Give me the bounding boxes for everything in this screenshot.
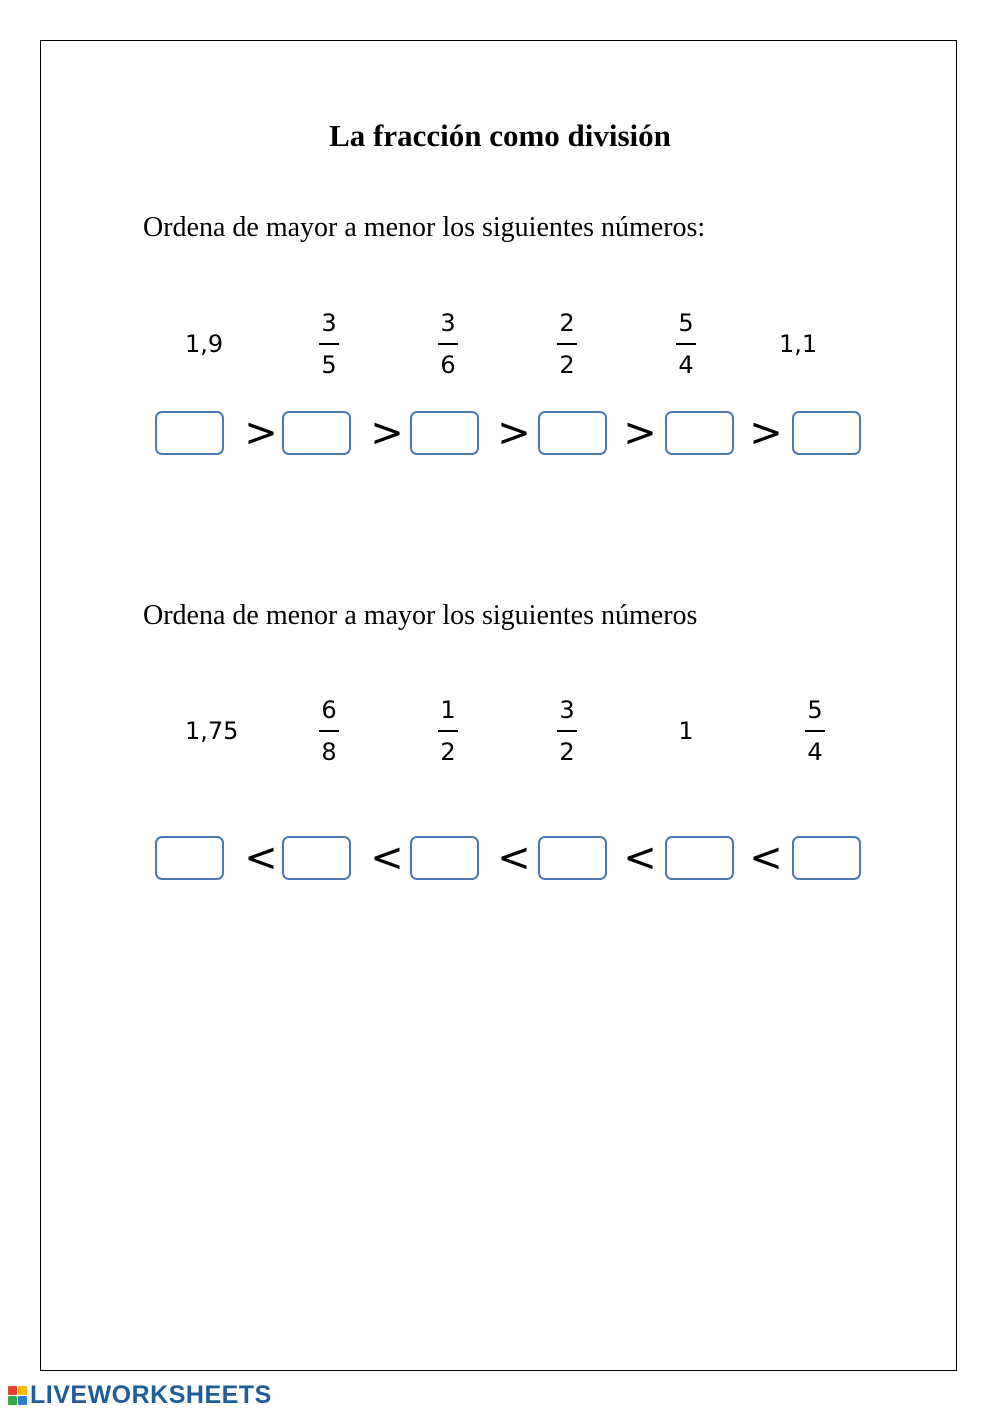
fraction-bar — [805, 730, 825, 732]
fraction-bar — [557, 730, 577, 732]
section1-number-5 — [651, 304, 721, 384]
logo-square-green — [8, 1396, 17, 1405]
section2-comparison-symbol-3: < — [497, 835, 531, 881]
fraction — [805, 696, 825, 766]
number-value: 1,75 — [185, 717, 239, 745]
logo-brand-text: LIVEWORKSHEETS — [30, 1380, 272, 1409]
logo-mark-icon — [8, 1386, 27, 1405]
fraction — [557, 696, 577, 766]
section1-comparison-symbol-2: > — [370, 410, 404, 456]
section1-answer-box-3[interactable] — [410, 411, 479, 455]
fraction-numerator: 2 — [559, 309, 575, 337]
section1-answer-box-2[interactable] — [282, 411, 351, 455]
fraction-denominator: 8 — [321, 738, 337, 766]
logo-square-red — [8, 1386, 17, 1395]
section2-comparison-symbol-5: < — [749, 835, 783, 881]
section1-answer-box-6[interactable] — [792, 411, 861, 455]
fraction-bar — [676, 343, 696, 345]
section2-number-1 — [185, 691, 255, 771]
section2-comparison-symbol-4: < — [623, 835, 657, 881]
fraction-bar — [438, 730, 458, 732]
fraction-bar — [557, 343, 577, 345]
section2-comparison-symbol-1: < — [244, 835, 278, 881]
fraction-bar — [319, 343, 339, 345]
section2-answer-box-2[interactable] — [282, 836, 351, 880]
fraction — [676, 309, 696, 379]
section1-comparison-symbol-4: > — [623, 410, 657, 456]
section2-answer-box-1[interactable] — [155, 836, 224, 880]
fraction-denominator: 2 — [559, 738, 575, 766]
section1-answer-box-4[interactable] — [538, 411, 607, 455]
fraction-numerator: 5 — [807, 696, 823, 724]
section1-number-2 — [294, 304, 364, 384]
section2-number-4 — [532, 691, 602, 771]
section2-answer-box-4[interactable] — [538, 836, 607, 880]
liveworksheets-logo[interactable] — [8, 1380, 272, 1410]
section1-number-4 — [532, 304, 602, 384]
fraction — [319, 696, 339, 766]
number-value: 1,1 — [779, 330, 818, 358]
section2-answer-box-6[interactable] — [792, 836, 861, 880]
section2-number-5 — [651, 691, 721, 771]
fraction-numerator: 5 — [678, 309, 694, 337]
section2-number-6 — [780, 691, 850, 771]
fraction-bar — [319, 730, 339, 732]
fraction-denominator: 4 — [678, 351, 694, 379]
number-value: 1 — [678, 717, 694, 745]
fraction-numerator: 3 — [321, 309, 337, 337]
fraction — [438, 309, 458, 379]
fraction-denominator: 5 — [321, 351, 337, 379]
section2-number-3 — [413, 691, 483, 771]
section2-answer-box-5[interactable] — [665, 836, 734, 880]
fraction — [557, 309, 577, 379]
instruction-section-2: Ordena de menor a mayor los siguientes números — [143, 600, 698, 631]
fraction — [438, 696, 458, 766]
fraction-numerator: 1 — [440, 696, 456, 724]
fraction — [319, 309, 339, 379]
section1-number-6 — [779, 304, 849, 384]
logo-square-blue — [18, 1396, 27, 1405]
worksheet-title: La fracción como división — [329, 118, 671, 153]
section1-comparison-symbol-1: > — [244, 410, 278, 456]
section1-answer-box-5[interactable] — [665, 411, 734, 455]
section1-answer-box-1[interactable] — [155, 411, 224, 455]
section1-comparison-symbol-5: > — [749, 410, 783, 456]
instruction-section-1: Ordena de mayor a menor los siguientes números: — [143, 212, 706, 243]
section1-number-1 — [185, 304, 255, 384]
fraction-numerator: 3 — [559, 696, 575, 724]
section1-comparison-symbol-3: > — [497, 410, 531, 456]
section2-comparison-symbol-2: < — [370, 835, 404, 881]
fraction-denominator: 4 — [807, 738, 823, 766]
fraction-numerator: 3 — [440, 309, 456, 337]
section1-number-3 — [413, 304, 483, 384]
section2-number-2 — [294, 691, 364, 771]
number-value: 1,9 — [185, 330, 224, 358]
section2-answer-box-3[interactable] — [410, 836, 479, 880]
fraction-denominator: 2 — [559, 351, 575, 379]
fraction-denominator: 2 — [440, 738, 456, 766]
fraction-denominator: 6 — [440, 351, 456, 379]
logo-square-yellow — [18, 1386, 27, 1395]
fraction-numerator: 6 — [321, 696, 337, 724]
fraction-bar — [438, 343, 458, 345]
